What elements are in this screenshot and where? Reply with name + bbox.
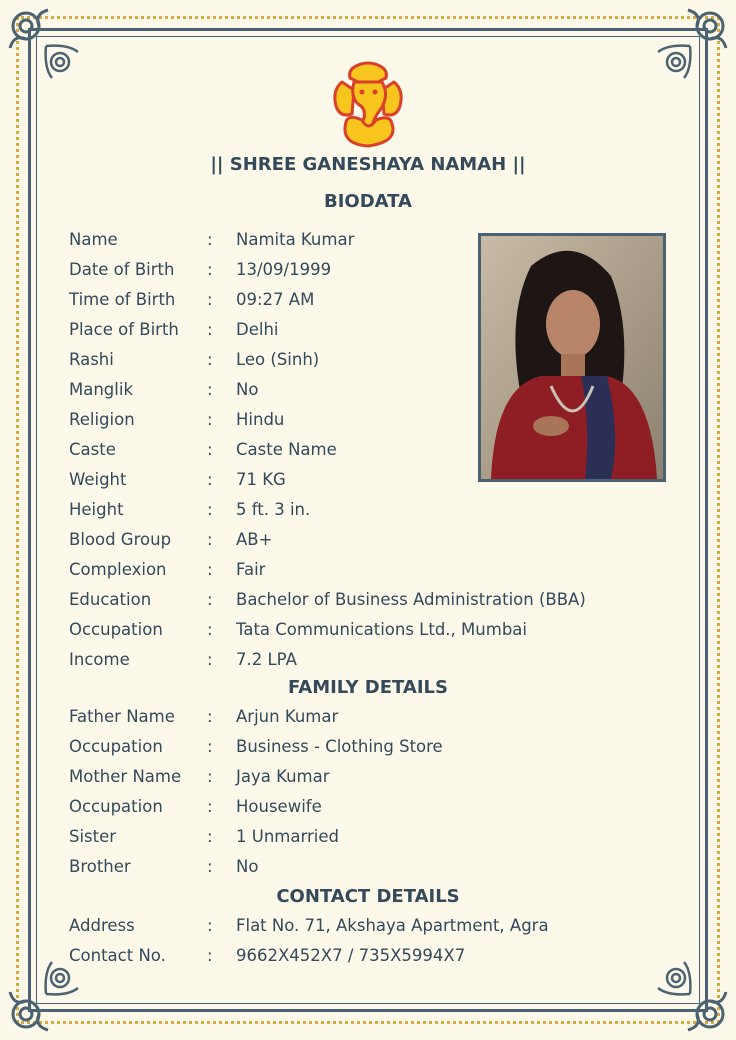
field-value: 7.2 LPA [236,650,297,669]
field-label: Time of Birth [69,290,176,309]
contact-details-heading: CONTACT DETAILS [276,886,460,907]
field-value: Housewife [236,797,322,816]
inner-flourish-top-right-icon [652,38,698,84]
separator: : [207,916,213,935]
field-value: Fair [236,560,266,579]
separator: : [207,230,213,249]
field-value: Leo (Sinh) [236,350,320,369]
field-label: Name [69,230,118,249]
separator: : [207,737,213,756]
field-value: AB+ [236,530,273,549]
field-value: 1 Unmarried [236,827,339,846]
page-title: BIODATA [323,191,412,212]
field-label: Blood Group [69,530,172,549]
field-label: Weight [69,470,127,489]
separator: : [207,320,213,339]
field-label: Manglik [69,380,134,399]
separator: : [207,620,213,639]
field-value: Business - Clothing Store [236,737,443,756]
separator: : [207,857,213,876]
field-label: Rashi [69,350,114,369]
separator: : [207,440,213,459]
separator: : [207,500,213,519]
separator: : [207,827,213,846]
field-label: Complexion [69,560,167,579]
profile-photo [478,233,666,482]
separator: : [207,707,213,726]
family-details-heading: FAMILY DETAILS [288,677,448,698]
field-label: Place of Birth [69,320,179,339]
field-value: Namita Kumar [236,230,355,249]
field-value: Arjun Kumar [236,707,339,726]
portrait-image [481,236,663,479]
inner-flourish-top-left-icon [38,38,84,84]
field-label: Income [69,650,130,669]
field-value: Caste Name [236,440,337,459]
field-value: No [236,380,259,399]
field-label: Occupation [69,620,163,639]
field-value: Flat No. 71, Akshaya Apartment, Agra [236,916,549,935]
separator: : [207,530,213,549]
field-value: Bachelor of Business Administration (BBA) [236,590,586,609]
field-label: Height [69,500,124,519]
separator: : [207,470,213,489]
field-value: 13/09/1999 [236,260,332,279]
field-label: Mother Name [69,767,182,786]
invocation-heading: || SHREE GANESHAYA NAMAH || [210,154,526,175]
field-value: 09:27 AM [236,290,315,309]
separator: : [207,410,213,429]
separator: : [207,946,213,965]
inner-flourish-bottom-right-icon [652,956,698,1002]
separator: : [207,797,213,816]
field-label: Contact No. [69,946,166,965]
field-label: Religion [69,410,135,429]
field-label: Address [69,916,135,935]
field-value: 5 ft. 3 in. [236,500,311,519]
field-label: Sister [69,827,117,846]
field-value: No [236,857,259,876]
field-label: Father Name [69,707,175,726]
separator: : [207,767,213,786]
field-label: Education [69,590,152,609]
separator: : [207,380,213,399]
field-value: Delhi [236,320,279,339]
field-value: Tata Communications Ltd., Mumbai [236,620,527,639]
separator: : [207,260,213,279]
separator: : [207,590,213,609]
field-value: 9662X452X7 / 735X5994X7 [236,946,466,965]
field-label: Occupation [69,737,163,756]
field-label: Brother [69,857,131,876]
separator: : [207,350,213,369]
field-label: Date of Birth [69,260,175,279]
separator: : [207,290,213,309]
field-label: Caste [69,440,116,459]
field-value: Hindu [236,410,285,429]
separator: : [207,560,213,579]
field-label: Occupation [69,797,163,816]
ganesha-icon [328,60,408,150]
field-value: 71 KG [236,470,286,489]
separator: : [207,650,213,669]
field-value: Jaya Kumar [236,767,330,786]
